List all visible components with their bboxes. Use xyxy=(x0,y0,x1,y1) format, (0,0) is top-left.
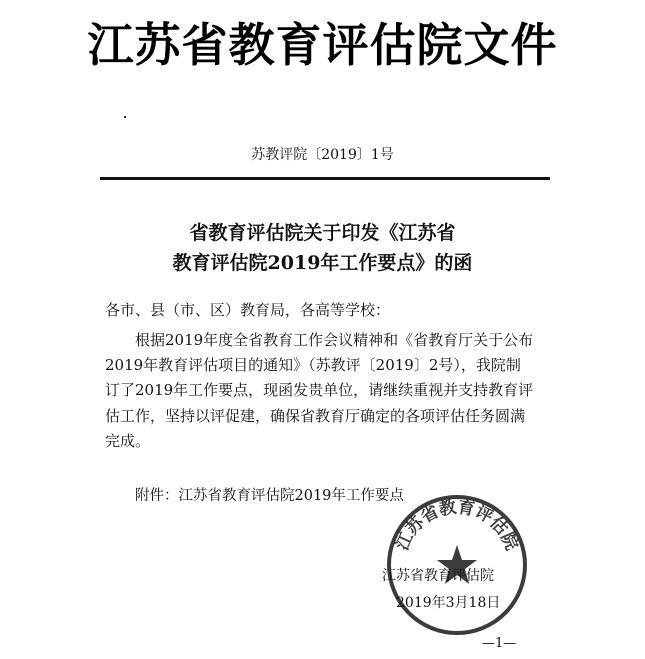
body-line: 完成。 xyxy=(105,431,151,450)
signature-organization: 江苏省教育评估院 xyxy=(382,568,494,584)
official-seal xyxy=(382,490,532,640)
signature-date: 2019年3月18日 xyxy=(396,595,501,611)
body-paragraph xyxy=(105,328,537,454)
issuing-authority-header: 江苏省教育评估院文件 xyxy=(87,18,558,72)
attachment-note: 附件：江苏省教育评估院2019年工作要点 xyxy=(135,488,404,504)
body-line: 估工作，坚持以评促建，确保省教育厅确定的各项评估任务圆满 xyxy=(105,406,526,425)
seal-arc-text: 江苏省教育评估院 xyxy=(392,497,522,554)
page-number: —1— xyxy=(482,636,517,651)
document-title xyxy=(0,218,645,278)
header-divider-line xyxy=(100,177,550,180)
scan-speck xyxy=(124,116,126,118)
document-title-line-1: 省教育评估院关于印发《江苏省 xyxy=(189,222,456,244)
body-line: 订了2019年工作要点，现函发贵单位，请继续重视并支持教育评 xyxy=(105,381,534,400)
body-line: 根据2019年度全省教育工作会议精神和《省教育厅关于公布 xyxy=(135,331,534,349)
addressee: 各市、县（市、区）教育局，各高等学校： xyxy=(105,301,391,319)
body-line: 2019年教育评估项目的通知》（苏教评〔2019〕2号），我院制 xyxy=(105,356,521,375)
document-number: 苏教评院〔2019〕1号 xyxy=(251,147,394,163)
document-title-line-2: 教育评估院2019年工作要点》的函 xyxy=(172,252,473,274)
